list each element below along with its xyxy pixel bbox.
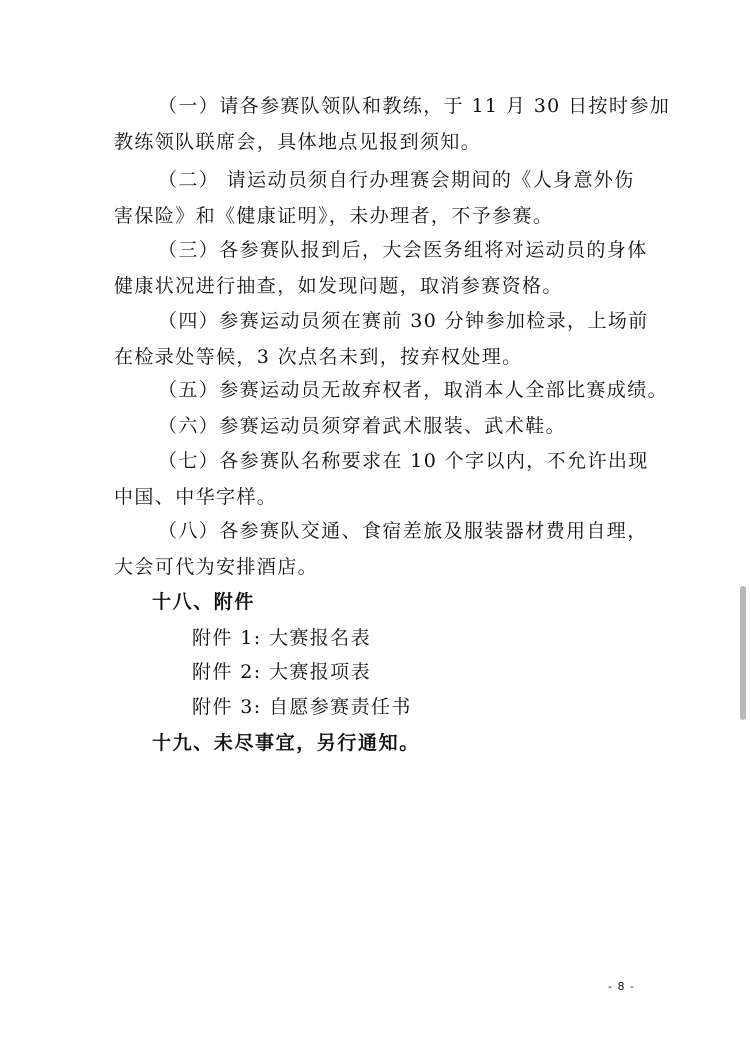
page-number: - 8 - xyxy=(608,980,635,993)
paragraph-1-line-1: （一）请各参赛队领队和教练，于 11 月 30 日按时参加 xyxy=(158,95,671,117)
paragraph-4-line-2: 在检录处等候，3 次点名未到，按弃权处理。 xyxy=(114,346,523,368)
paragraph-2-line-2: 害保险》和《健康证明》，未办理者，不予参赛。 xyxy=(114,205,554,227)
paragraph-2-line-1: （二） 请运动员须自行办理赛会期间的《人身意外伤 xyxy=(158,169,635,191)
paragraph-3-line-1: （三）各参赛队报到后，大会医务组将对运动员的身体 xyxy=(158,239,648,261)
paragraph-7-line-1: （七）各参赛队名称要求在 10 个字以内，不允许出现 xyxy=(158,450,649,472)
section-18-heading: 十八、附件 xyxy=(152,591,256,613)
paragraph-6-line-1: （六）参赛运动员须穿着武术服装、武术鞋。 xyxy=(158,415,567,437)
paragraph-7-line-2: 中国、中华字样。 xyxy=(114,486,278,508)
paragraph-3-line-2: 健康状况进行抽查，如发现问题，取消参赛资格。 xyxy=(114,275,563,297)
paragraph-4-line-1: （四）参赛运动员须在赛前 30 分钟参加检录，上场前 xyxy=(158,310,649,332)
section-19-heading: 十九、未尽事宜，另行通知。 xyxy=(152,732,420,754)
attachment-2: 附件 2: 大赛报项表 xyxy=(192,661,371,683)
vertical-scrollbar[interactable] xyxy=(740,586,746,720)
attachment-3: 附件 3: 自愿参赛责任书 xyxy=(192,696,412,718)
paragraph-8-line-1: （八）各参赛队交通、食宿差旅及服装器材费用自理， xyxy=(158,520,648,542)
attachment-1: 附件 1: 大赛报名表 xyxy=(192,627,371,649)
paragraph-1-line-2: 教练领队联席会，具体地点见报到须知。 xyxy=(114,131,482,153)
paragraph-5-line-1: （五）参赛运动员无故弃权者，取消本人全部比赛成绩。 xyxy=(158,379,669,401)
paragraph-8-line-2: 大会可代为安排酒店。 xyxy=(114,556,319,578)
